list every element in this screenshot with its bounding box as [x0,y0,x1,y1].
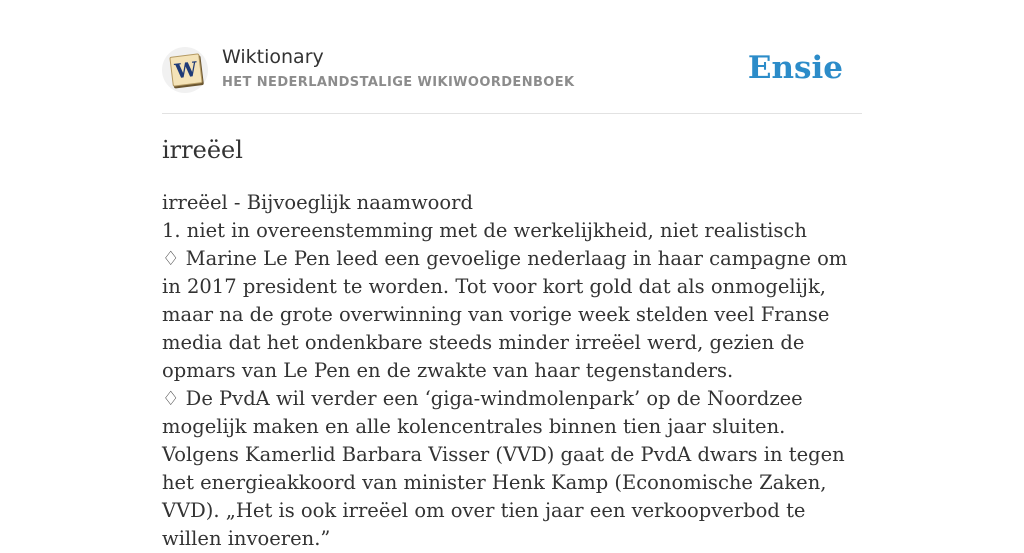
logo-tile-icon: W [169,53,202,86]
ensie-logo-link[interactable]: Ensie [747,50,843,86]
definition: 1. niet in overeenstemming met de werkelijkheid, niet realistisch [162,219,807,242]
entry-content [162,189,867,553]
wiktionary-logo[interactable] [162,47,208,93]
word-class-line: irreëel - Bijvoeglijk naamwoord [162,191,473,214]
site-tagline: HET NEDERLANDSTALIGE WIKIWOORDENBOEK [222,75,575,90]
example-sentence: ♢ Marine Le Pen leed een gevoelige nederlaag in haar campagne om in 2017 president te worden. Tot voor kort gold dat als onmogelijk, maar na de grote overwinning van vorige week stelden veel Franse media dat het ondenkbare steeds minder irreëel werd, gezien de opmars van Le Pen en de zwakte van haar tegenstanders. [162,247,848,382]
entry-title: irreëel [162,136,243,164]
example-sentence: ♢ De PvdA wil verder een ‘giga-windmolenpark’ op de Noordzee mogelijk maken en alle kolencentrales binnen tien jaar sluiten. Volgens Kamerlid Barbara Visser (VVD) gaat de PvdA dwars in tegen het energieakkoord van minister Henk Kamp (Economische Zaken, VVD). „Het is ook irreëel om over tien jaar een verkoopverbod te willen invoeren.” [162,387,845,550]
site-name[interactable]: Wiktionary [222,46,324,68]
site-header [162,0,862,114]
page-container [162,0,862,550]
